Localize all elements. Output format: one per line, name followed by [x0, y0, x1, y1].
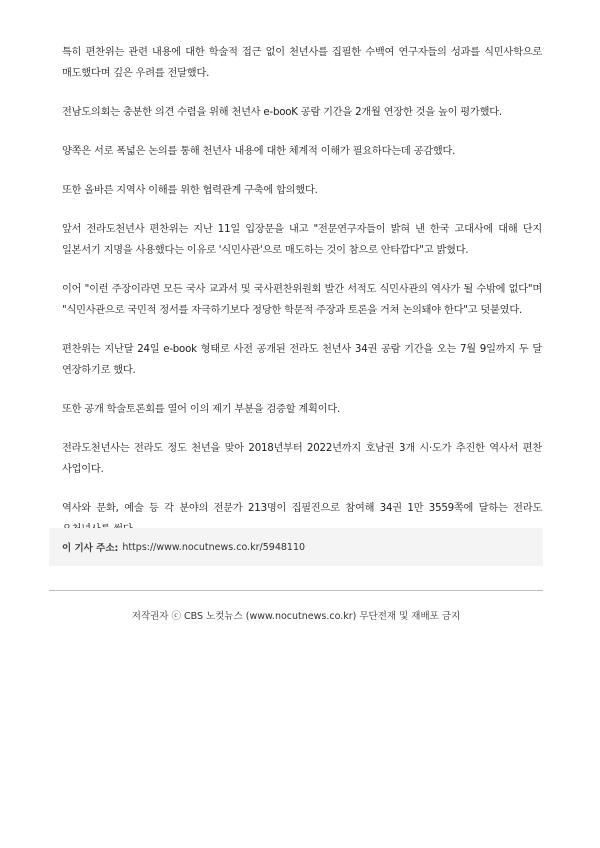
article-url-label: 이 기사 주소:	[62, 543, 119, 554]
article-paragraph: 양쪽은 서로 폭넓은 논의를 통해 천년사 내용에 대한 체계적 이해가 필요하다는데 공감했다.	[62, 146, 456, 157]
article-url-link[interactable]: https://www.nocutnews.co.kr/5948110	[122, 541, 306, 553]
article-paragraph: 또한 공개 학술토론회를 열어 이의 제기 부분을 검증할 계획이다.	[62, 404, 341, 415]
copyright-notice: 저작권자 ⓒ CBS 노컷뉴스 (www.nocutnews.co.kr) 무단전재 및 재배포 금지	[131, 611, 461, 622]
article-paragraph: 편찬위는 지난달 24일 e-book 형태로 사전 공개된 전라도 천년사 34권 공람 기간을 오는 7월 9일까지 두 달 연장하기로 했다.	[62, 344, 542, 376]
article-paragraph: 전남도의회는 충분한 의견 수렴을 위해 천년사 e-booK 공람 기간을 2개월 연장한 것을 높이 평가했다.	[62, 107, 502, 118]
article-paragraph: 이어 "이런 주장이라면 모든 국사 교과서 및 국사편찬위원회 발간 서적도 식민사관의 역사가 될 수밖에 없다"며 "식민사관으로 국민적 정서를 자극하기보다 정당한 학문적 주장과 토론을 거쳐 논의돼야 한다"고 덧붙였다.	[62, 284, 542, 316]
article-url-box	[49, 528, 543, 566]
article-paragraph: 특히 편찬위는 관련 내용에 대한 학술적 접근 없이 천년사를 집필한 수백여 연구자들의 성과를 식민사학으로 매도했다며 깊은 우려를 전달했다.	[62, 47, 542, 79]
footer-divider	[49, 590, 543, 591]
article-paragraph: 전라도천년사는 전라도 정도 천년을 맞아 2018년부터 2022년까지 호남권 3개 시·도가 추진한 역사서 편찬 사업이다.	[62, 443, 542, 475]
article-body	[62, 42, 542, 558]
article-paragraph: 역사와 문화, 예술 등 각 분야의 전문가 213명이 집필진으로 참여해 34권 1만 3559쪽에 달하는 전라도	[62, 503, 542, 514]
article-paragraph: 앞서 전라도천년사 편찬위는 지난 11일 입장문을 내고 "전문연구자들이 밝혀 낸 한국 고대사에 대해 단지 일본서기 지명을 사용했다는 이유로 '식민사관'으로 매도하는 것이 참으로 안타깝다"고 밝혔다.	[62, 224, 542, 256]
article-paragraph: 또한 올바른 지역사 이해를 위한 협력관계 구축에 합의했다.	[62, 185, 318, 196]
